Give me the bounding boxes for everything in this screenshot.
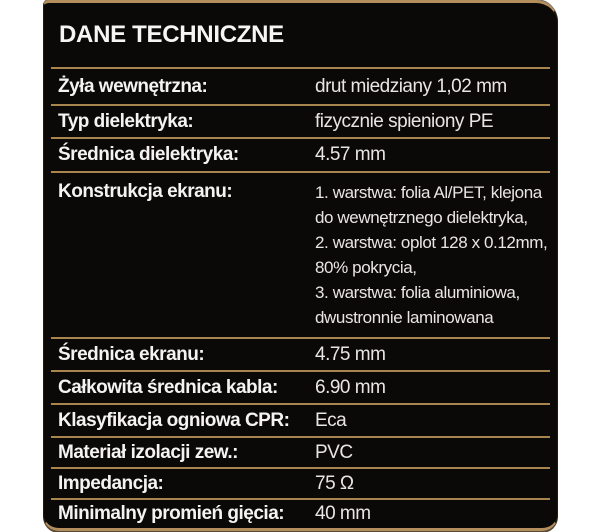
table-row <box>51 498 550 528</box>
panel-title-bar <box>44 3 557 67</box>
row-label: Średnica ekranu: <box>58 343 205 365</box>
table-row <box>51 67 550 104</box>
row-value-line: do wewnętrznego dielektryka, <box>315 208 528 227</box>
row-value: 40 mm <box>315 503 371 524</box>
table-row <box>51 171 550 337</box>
row-label: Materiał izolacji zew.: <box>58 441 238 463</box>
spec-table-body <box>51 67 550 528</box>
row-label: Klasyfikacja ogniowa CPR: <box>58 409 290 431</box>
row-value-line: dwustronnie laminowana <box>315 308 494 327</box>
row-value-line: 80% pokrycia, <box>315 258 417 277</box>
panel-title: DANE TECHNICZNE <box>59 21 284 48</box>
table-row <box>51 370 550 403</box>
row-value: 4.75 mm <box>315 343 386 365</box>
row-value-line: 2. warstwa: oplot 128 x 0.12mm, <box>315 233 548 252</box>
row-label: Żyła wewnętrzna: <box>58 75 208 97</box>
table-row <box>51 104 550 137</box>
row-value-line: 1. warstwa: folia Al/PET, klejona <box>315 183 542 202</box>
table-row <box>51 403 550 436</box>
row-label: Całkowita średnica kabla: <box>58 376 278 398</box>
row-label: Typ dielektryka: <box>58 110 194 132</box>
row-value <box>315 179 550 330</box>
row-label: Konstrukcja ekranu: <box>58 181 233 202</box>
spec-panel <box>43 0 558 531</box>
row-value: 75 Ω <box>315 472 354 494</box>
table-row <box>51 467 550 498</box>
row-value-line: 3. warstwa: folia aluminiowa, <box>315 283 520 302</box>
row-value: Eca <box>315 409 347 431</box>
table-row <box>51 337 550 370</box>
row-value: 4.57 mm <box>315 144 386 165</box>
row-label: Impedancja: <box>58 472 164 494</box>
row-label: Średnica dielektryka: <box>58 144 239 165</box>
row-value: PVC <box>315 441 353 463</box>
table-row <box>51 137 550 171</box>
row-value: 6.90 mm <box>315 376 386 398</box>
row-value: drut miedziany 1,02 mm <box>315 75 507 97</box>
table-row <box>51 436 550 467</box>
row-label: Minimalny promień gięcia: <box>58 503 285 524</box>
row-value: fizycznie spieniony PE <box>315 110 494 132</box>
